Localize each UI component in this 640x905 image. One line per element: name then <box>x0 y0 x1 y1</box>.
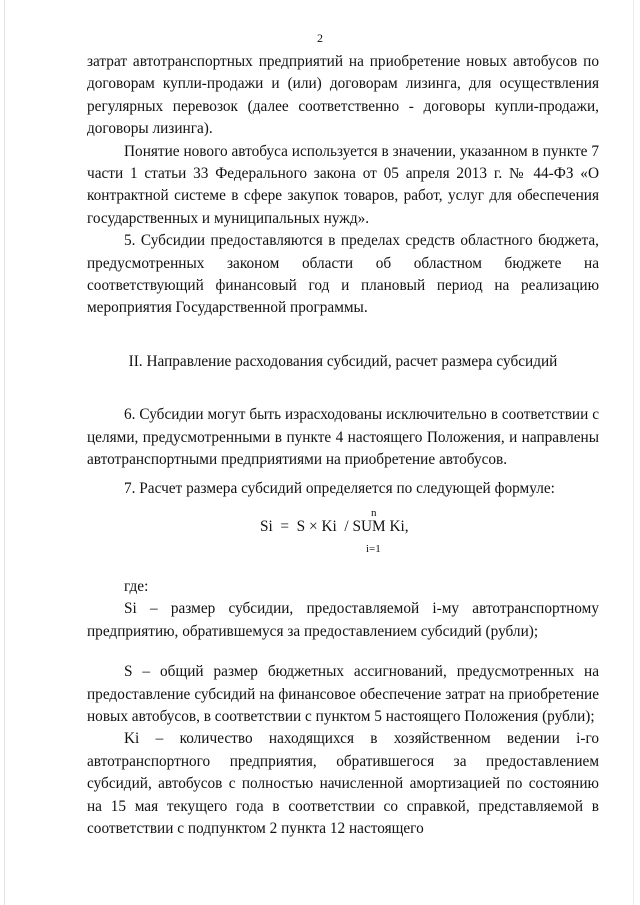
definition-si: Si – размер субсидии, предоставляемой i-му автотранспортному предприятию, обратившемуся за предоставлением субсидий (рубли); <box>87 600 599 640</box>
formula-upper-limit: n <box>371 506 377 519</box>
paragraph-item-6: 6. Субсидии могут быть израсходованы исключительно в соответствии с целями, предусмотренными в пункте 4 настоящего Положения, и направлены автотранспортными предприятиями на приобретение автобусов. <box>87 406 599 469</box>
page-number: 2 <box>317 31 323 45</box>
where-label: где: <box>124 577 149 595</box>
document-body <box>87 51 599 840</box>
formula-expression: Si = S × Ki / SUM Ki, <box>260 517 409 535</box>
section-heading: II. Направление расходования субсидий, расчет размера субсидий <box>128 352 558 370</box>
scan-edge-left <box>4 0 5 905</box>
paragraph-item-7: 7. Расчет размера субсидий определяется по следующей формуле: <box>124 479 555 497</box>
scan-edge-right <box>633 0 634 905</box>
formula-lower-limit: i=1 <box>366 542 381 555</box>
paragraph-new-bus-definition: Понятие нового автобуса используется в значении, указанном в пункте 7 части 1 статьи 33 Федерального закона от 05 апреля 2013 г. № 44-ФЗ «О контрактной системе в сфере закупок товаров, работ, услуг для обеспечения государственных и муниципальных нужд». <box>87 142 599 227</box>
definition-ki: Ki – количество находящихся в хозяйственном ведении i-го автотранспортного предприятия, обратившегося за предоставлением субсидий, автобусов с полностью начисленной амортизацией по состоянию на 15 мая текущего года в соответствии со справкой, представляемой в соответствии с подпунктом 2 пункта 12 настоящего <box>87 730 599 837</box>
definition-s: S – общий размер бюджетных ассигнований, предусмотренных на предоставление субсидий на финансовое обеспечение затрат на приобретение новых автобусов, в соответствии с пунктом 5 настоящего Положения (рубли); <box>87 663 599 725</box>
paragraph-continuation: затрат автотранспортных предприятий на приобретение новых автобусов по договорам купли-продажи и (или) договорам лизинга, для осуществления регулярных перевозок (далее соответственно - договоры купли-продажи, договоры лизинга). <box>87 53 599 138</box>
paragraph-item-5: 5. Субсидии предоставляются в пределах средств областного бюджета, предусмотренных законом области об областном бюджете на соответствующий финансовый год и плановый период на реализацию мероприятия Государственной программы. <box>87 232 599 317</box>
subsidy-formula <box>87 500 599 558</box>
